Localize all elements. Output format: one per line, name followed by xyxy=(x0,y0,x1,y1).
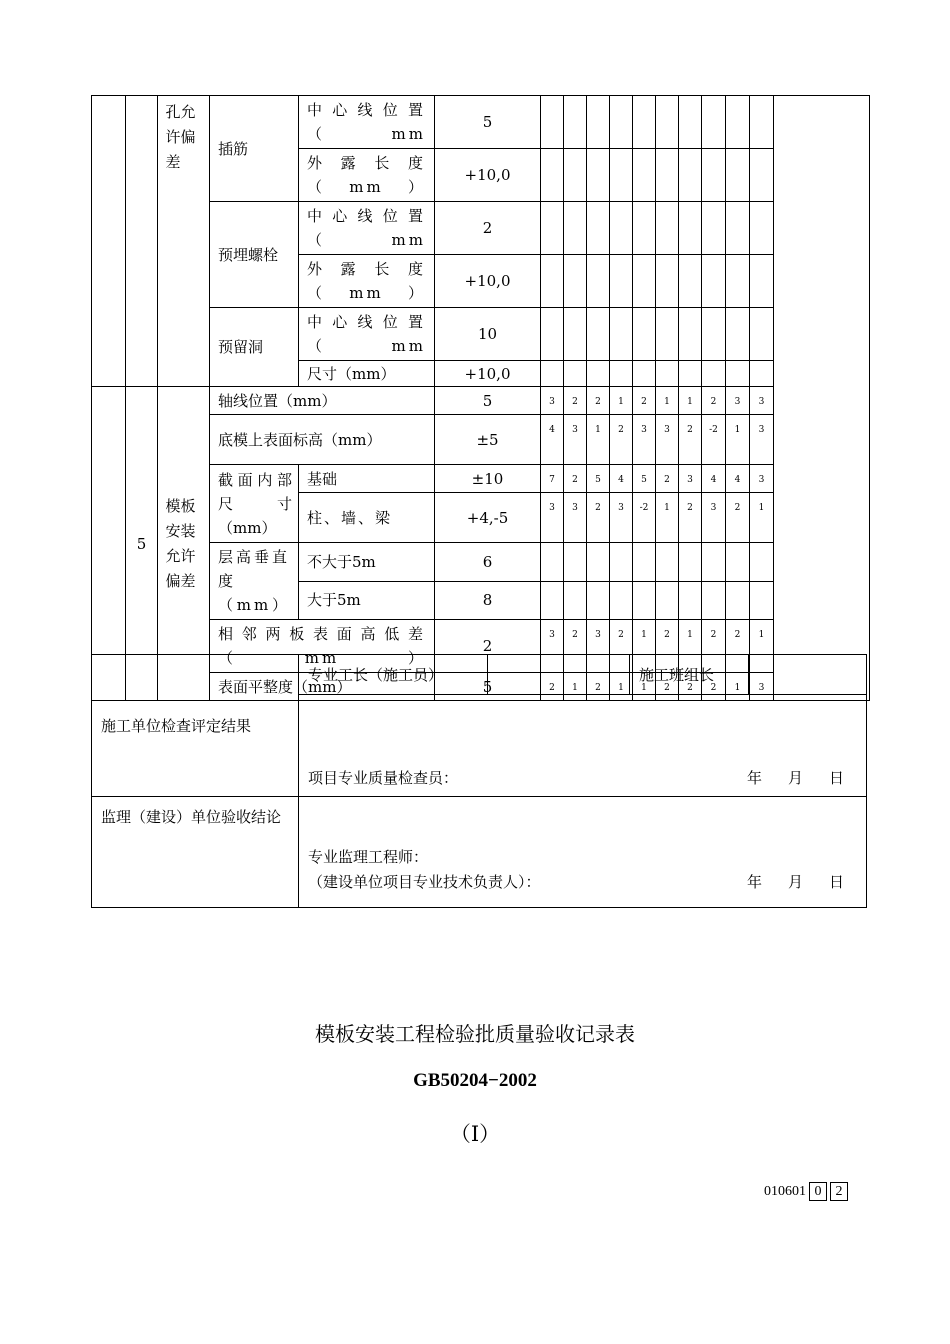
measured-value: 1 xyxy=(656,387,679,415)
foreman-label: 专业工长（施工员） xyxy=(299,655,488,695)
measured-value: 2 xyxy=(541,673,564,701)
form-code xyxy=(764,1182,848,1201)
allow-value: 6 xyxy=(435,543,541,582)
allow-value: 2 xyxy=(435,620,541,673)
part-number: （Ⅰ） xyxy=(449,1122,501,1146)
sub-size: 尺寸（mm） xyxy=(299,361,435,387)
measured-value: 2 xyxy=(610,415,633,465)
form-title: 模板安装工程检验批质量验收记录表 xyxy=(315,1022,635,1046)
team-leader-signature-cell[interactable] xyxy=(749,655,867,695)
group-blank-cell xyxy=(92,96,126,387)
allow-value: 5 xyxy=(435,387,541,415)
measured-value: 3 xyxy=(541,387,564,415)
standard-code: GB50204−2002 xyxy=(413,1070,537,1091)
allow-value: ±5 xyxy=(435,415,541,465)
code-prefix: 010601 xyxy=(764,1183,806,1199)
measured-value: 1 xyxy=(656,493,679,543)
inspector-cell[interactable] xyxy=(299,695,867,797)
supervision-cell[interactable] xyxy=(299,797,867,908)
item-bottom-elevation: 底模上表面标高（mm） xyxy=(210,415,435,465)
supervision-label: 监理（建设）单位验收结论 xyxy=(92,797,299,908)
measured-value: 1 xyxy=(750,493,774,543)
measured-value: 2 xyxy=(587,387,610,415)
item-section-size: 截面内部尺寸（mm） xyxy=(210,465,299,543)
measured-value: 2 xyxy=(702,673,726,701)
measured-value: 1 xyxy=(679,387,702,415)
measured-value: 4 xyxy=(541,415,564,465)
measured-value: 2 xyxy=(633,387,656,415)
item-axis-position: 轴线位置（mm） xyxy=(210,387,435,415)
measured-value: 3 xyxy=(750,465,774,493)
measured-value: 2 xyxy=(564,465,587,493)
measured-value: 2 xyxy=(587,493,610,543)
item-rebar: 插筋 xyxy=(210,96,299,202)
date-fields: 年 月 日 xyxy=(746,873,844,891)
measured-value: 3 xyxy=(587,620,610,673)
sub-center-line: 中心线位置（mm xyxy=(299,308,435,361)
measured-value: 3 xyxy=(750,673,774,701)
inspector-label: 项目专业质量检查员： xyxy=(308,769,459,787)
measured-value: 2 xyxy=(679,673,702,701)
allow-value: +10,0 xyxy=(435,255,541,308)
measured-value: 2 xyxy=(679,493,702,543)
allow-value: 5 xyxy=(435,96,541,149)
measured-value: 1 xyxy=(750,620,774,673)
measured-value: 1 xyxy=(610,673,633,701)
measured-value: 3 xyxy=(564,493,587,543)
measured-value: 3 xyxy=(633,415,656,465)
measured-value: 3 xyxy=(750,415,774,465)
item-floor-verticality: 层高垂直度（mm） xyxy=(210,543,299,620)
construction-result-label: 施工单位检查评定结果 xyxy=(92,655,299,797)
install-group-label: 模板安装允许偏差 xyxy=(158,387,210,701)
owner-label: （建设单位项目专业技术负责人）： xyxy=(308,873,541,891)
measured-value: 1 xyxy=(564,673,587,701)
allow-value: 2 xyxy=(435,202,541,255)
allow-value: ±10 xyxy=(435,465,541,493)
allow-value: +10,0 xyxy=(435,361,541,387)
measured-value: 2 xyxy=(656,673,679,701)
measured-value: 4 xyxy=(610,465,633,493)
measured-value: 2 xyxy=(679,415,702,465)
measured-value: 2 xyxy=(610,620,633,673)
measured-value: 3 xyxy=(750,387,774,415)
sub-column-wall-beam: 柱、墙、梁 xyxy=(299,493,435,543)
measured-value: 3 xyxy=(610,493,633,543)
sub-over-5m: 大于5m xyxy=(299,581,435,620)
measured-value: 2 xyxy=(656,620,679,673)
allow-value: 8 xyxy=(435,581,541,620)
remark-cell xyxy=(774,96,870,701)
sub-under-5m: 不大于5m xyxy=(299,543,435,582)
measured-value: 1 xyxy=(610,387,633,415)
measured-value: 2 xyxy=(726,493,750,543)
measured-value: -2 xyxy=(633,493,656,543)
measured-value: 2 xyxy=(564,387,587,415)
sub-exposed-length: 外露长度（mm） xyxy=(299,255,435,308)
measured-value: 3 xyxy=(702,493,726,543)
measured-value: 2 xyxy=(702,620,726,673)
date-fields: 年 月 日 xyxy=(746,769,844,787)
measured-value: -2 xyxy=(702,415,726,465)
measured-value: 5 xyxy=(587,465,610,493)
item-reserved-hole: 预留洞 xyxy=(210,308,299,387)
signature-table xyxy=(91,654,867,908)
sub-center-line: 中心线位置（mm xyxy=(299,96,435,149)
hole-group-label: 孔允许偏差 xyxy=(158,96,210,387)
measured-value: 3 xyxy=(726,387,750,415)
allow-value: +4,-5 xyxy=(435,493,541,543)
measured-value: 2 xyxy=(564,620,587,673)
measured-value: 1 xyxy=(679,620,702,673)
allow-value: +10,0 xyxy=(435,149,541,202)
measured-value: 4 xyxy=(702,465,726,493)
measured-value: 2 xyxy=(656,465,679,493)
measured-value: 1 xyxy=(633,620,656,673)
engineer-label: 专业监理工程师： xyxy=(308,848,429,866)
measured-value: 2 xyxy=(726,620,750,673)
allow-value: 5 xyxy=(435,673,541,701)
measured-value: 1 xyxy=(726,673,750,701)
code-box-1[interactable]: 0 xyxy=(809,1182,827,1201)
item-number: 5 xyxy=(126,387,158,701)
measured-value: 2 xyxy=(702,387,726,415)
measured-value: 1 xyxy=(587,415,610,465)
sub-foundation: 基础 xyxy=(299,465,435,493)
measured-value: 4 xyxy=(726,465,750,493)
measured-value: 3 xyxy=(679,465,702,493)
inspection-table xyxy=(91,95,870,701)
measured-value: 3 xyxy=(656,415,679,465)
measured-value: 2 xyxy=(587,673,610,701)
measured-value: 1 xyxy=(633,673,656,701)
measured-value: 3 xyxy=(541,493,564,543)
item-adjacent-height-diff: 相邻两板表面高低差（mm） xyxy=(210,620,435,673)
measured-value: 5 xyxy=(633,465,656,493)
sub-exposed-length: 外露长度（mm） xyxy=(299,149,435,202)
foreman-signature-cell[interactable] xyxy=(488,655,630,695)
allow-value: 10 xyxy=(435,308,541,361)
item-surface-flatness: 表面平整度（mm） xyxy=(210,673,435,701)
measured-value: 3 xyxy=(541,620,564,673)
no-blank-cell xyxy=(126,96,158,387)
code-box-2[interactable]: 2 xyxy=(830,1182,848,1201)
sub-center-line: 中心线位置（mm xyxy=(299,202,435,255)
measured-value: 3 xyxy=(564,415,587,465)
item-anchor-bolt: 预埋螺栓 xyxy=(210,202,299,308)
team-leader-label: 施工班组长 xyxy=(630,655,749,695)
measured-value: 7 xyxy=(541,465,564,493)
measured-value: 1 xyxy=(726,415,750,465)
